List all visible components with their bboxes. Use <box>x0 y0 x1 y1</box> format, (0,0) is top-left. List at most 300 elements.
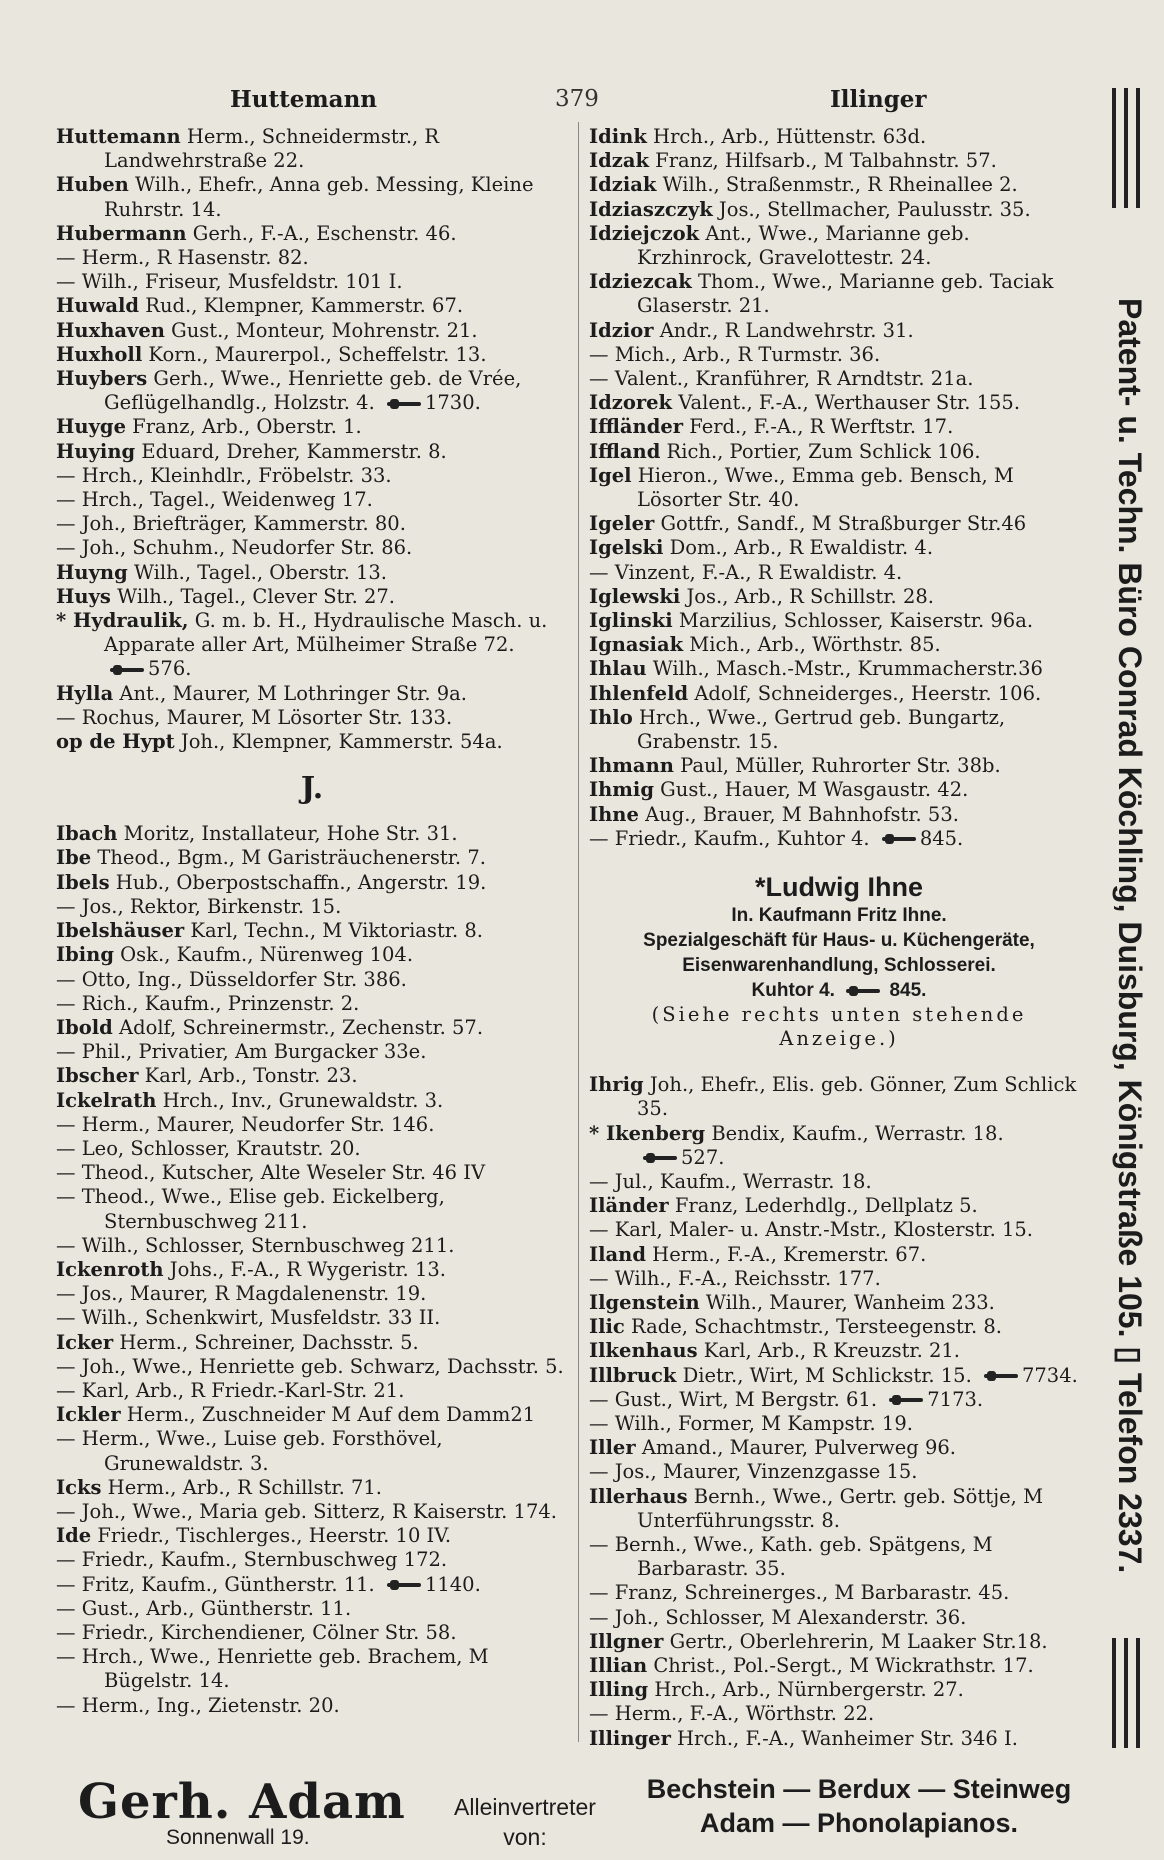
directory-entry <box>56 1137 568 1161</box>
directory-entry <box>56 1548 568 1572</box>
entry-surname: Ihmig <box>589 778 654 802</box>
left-entries-i <box>56 822 568 1718</box>
directory-entry <box>589 1727 1089 1751</box>
directory-entry <box>56 846 568 870</box>
entry-details: — Joh., Schlosser, M Alexanderstr. 36. <box>589 1605 967 1629</box>
directory-entry <box>589 633 1089 657</box>
entry-surname: Iffland <box>589 439 661 463</box>
entry-details: — Wilh., Schlosser, Sternbuschweg 211. <box>56 1233 455 1257</box>
entry-details: — Hrch., Tagel., Weidenweg 17. <box>56 488 373 512</box>
directory-entry <box>56 682 568 706</box>
entry-details: — Joh., Briefträger, Kammerstr. 80. <box>56 512 406 536</box>
entry-details: Wilh., Tagel., Oberstr. 13. <box>127 560 388 584</box>
entry-details: — Fritz, Kaufm., Güntherstr. 11. <box>56 1572 375 1596</box>
directory-entry <box>56 246 568 270</box>
entry-details: — Phil., Privatier, Am Burgacker 33e. <box>56 1040 427 1064</box>
directory-entry <box>589 270 1089 318</box>
entry-details: Hrch., Inv., Grunewaldstr. 3. <box>156 1088 444 1112</box>
directory-entry <box>56 294 568 318</box>
entry-details: — Jos., Maurer, R Magdalenenstr. 19. <box>56 1282 427 1306</box>
entry-details: — Gust., Arb., Güntherstr. 11. <box>56 1596 352 1620</box>
entry-surname: Idziaszczyk <box>589 197 713 221</box>
entry-details: — Hrch., Wwe., Henriette geb. Brachem, M Bügelstr. 14. <box>56 1645 489 1693</box>
entry-surname: Ickler <box>56 1403 121 1427</box>
directory-entry <box>56 1597 568 1621</box>
directory-entry <box>56 895 568 919</box>
directory-entry <box>56 125 568 173</box>
directory-entry <box>56 919 568 943</box>
entry-surname: Ilgenstein <box>589 1290 700 1314</box>
entry-details: Hub., Oberpostschaffn., Angerstr. 19. <box>109 870 487 894</box>
entry-details: Franz, Hilfsarb., M Talbahnstr. 57. <box>648 149 997 173</box>
directory-entry <box>589 1388 1089 1412</box>
entry-details: Hieron., Wwe., Emma geb. Bensch, M Lösorter Str. 40. <box>631 463 1014 512</box>
entry-surname: Ickelrath <box>56 1088 157 1112</box>
directory-entry <box>589 609 1089 633</box>
entry-surname: Iland <box>589 1242 646 1266</box>
directory-entry <box>56 1427 568 1475</box>
entry-details: Dom., Arb., R Ewaldistr. 4. <box>663 536 934 560</box>
entry-details: — Hrch., Kleinhdlr., Fröbelstr. 33. <box>56 463 392 487</box>
entry-details: — Wilh., Friseur, Musfeldstr. 101 I. <box>56 270 403 294</box>
entry-details: Gerh., Wwe., Henriette geb. de Vrée, Geflügelhandlg., Holzstr. 4. <box>104 367 522 415</box>
directory-entry <box>56 1500 568 1524</box>
entry-details: — Herm., Ing., Zietenstr. 20. <box>56 1693 340 1717</box>
directory-entry <box>56 968 568 992</box>
telephone-number: 7173. <box>927 1387 984 1411</box>
entry-surname: Huxholl <box>56 342 143 366</box>
directory-entry <box>589 1533 1089 1581</box>
entry-surname: Huyge <box>56 415 126 439</box>
entry-details: Osk., Kaufm., Nürenweg 104. <box>113 943 414 967</box>
entry-details: — Jos., Maurer, Vinzenzgasse 15. <box>589 1460 918 1484</box>
footer-brands-line-2: Adam — Phonolapianos. <box>699 1808 1019 1838</box>
entry-telephone <box>381 1573 481 1596</box>
ad-street: Kuhtor 4. <box>751 980 835 1002</box>
entry-details: — Gust., Wirt, M Bergstr. 61. <box>589 1387 878 1411</box>
entry-details: Gerh., F.-A., Eschenstr. 46. <box>186 221 457 245</box>
entry-details: — Herm., Wwe., Luise geb. Forsthövel, Grunewaldstr. 3. <box>56 1427 443 1475</box>
entry-details: Moritz, Installateur, Hohe Str. 31. <box>117 822 458 846</box>
entry-details: G. m. b. H., Hydraulische Masch. u. Apparate aller Art, Mülheimer Straße 72. <box>104 609 548 657</box>
left-column <box>56 125 568 1718</box>
entry-surname: Ickenroth <box>56 1257 164 1281</box>
entry-details: — Friedr., Kaufm., Sternbuschweg 172. <box>56 1548 448 1572</box>
directory-entry <box>589 1194 1089 1218</box>
directory-entry <box>56 415 568 439</box>
entry-details: Karl, Arb., Tonstr. 23. <box>138 1064 358 1088</box>
entry-surname: Idink <box>589 125 647 148</box>
entry-details: — Jos., Rektor, Birkenstr. 15. <box>56 894 342 918</box>
directory-entry <box>589 1243 1089 1267</box>
entry-details: Andr., R Landwehrstr. 31. <box>653 318 914 342</box>
telephone-icon <box>984 1371 1018 1381</box>
section-letter: J. <box>300 771 324 807</box>
directory-entry <box>56 343 568 367</box>
sidebar-ad-text: Patent- u. Techn. Büro Conrad Köchling, Duisburg, Königstraße 105. ▯ Telefon 2337. <box>1112 298 1148 1574</box>
entry-surname: Illgner <box>589 1629 664 1653</box>
entry-details: Thom., Wwe., Marianne geb. Taciak Glaserstr. 21. <box>637 270 1054 318</box>
entry-surname: Ilic <box>589 1315 625 1339</box>
entry-details: Gust., Hauer, M Wasgaustr. 42. <box>653 778 969 802</box>
directory-entry <box>56 1016 568 1040</box>
entry-details: Amand., Maurer, Pulverweg 96. <box>635 1436 956 1460</box>
directory-entry <box>56 367 568 415</box>
entry-surname: Huybers <box>56 367 148 391</box>
entry-surname: Huben <box>56 173 129 197</box>
telephone-number: 845. <box>919 826 964 850</box>
sidebar-rule-bottom <box>1112 1638 1140 1748</box>
entry-details: Eduard, Dreher, Kammerstr. 8. <box>135 439 447 463</box>
entry-surname: Iller <box>589 1436 636 1460</box>
entry-surname: Hylla <box>56 681 114 705</box>
directory-entry <box>589 222 1089 270</box>
entry-details: Paul, Müller, Ruhrorter Str. 38b. <box>673 754 1001 778</box>
sidebar-rule-top <box>1112 88 1140 208</box>
entry-details: Hrch., F.-A., Wanheimer Str. 346 I. <box>670 1726 1018 1750</box>
directory-entry <box>56 1282 568 1306</box>
telephone-icon <box>846 986 880 996</box>
directory-entry <box>56 222 568 246</box>
entry-details: — Herm., R Hasenstr. 82. <box>56 246 309 270</box>
footer-brands <box>624 1772 1094 1840</box>
directory-entry <box>56 319 568 343</box>
directory-entry <box>56 1573 568 1597</box>
entry-surname: Iländer <box>589 1194 669 1218</box>
ad-note-line-2: Anzeige.) <box>779 1027 899 1051</box>
entry-details: Herm., Schreiner, Dachsstr. 5. <box>113 1330 419 1354</box>
entry-details: — Herm., F.-A., Wörthstr. 22. <box>589 1702 875 1726</box>
directory-entry <box>56 1403 568 1427</box>
directory-entry <box>589 1412 1089 1436</box>
directory-entry <box>56 1089 568 1113</box>
entry-telephone <box>381 391 481 414</box>
directory-entry <box>589 657 1089 681</box>
entry-surname: Idzior <box>589 318 654 342</box>
directory-entry <box>589 125 1089 149</box>
directory-entry <box>589 149 1089 173</box>
directory-entry <box>589 367 1089 391</box>
entry-details: — Leo, Schlosser, Krautstr. 20. <box>56 1136 361 1160</box>
right-entries-top <box>589 125 1089 851</box>
directory-entry <box>56 561 568 585</box>
directory-entry <box>56 706 568 730</box>
entry-surname: Idziejczok <box>589 221 700 245</box>
entry-details: — Rochus, Maurer, M Lösorter Str. 133. <box>56 705 453 729</box>
entry-surname: Illbruck <box>589 1363 677 1387</box>
footer-rep-line-1: Alleinvertreter <box>454 1794 596 1820</box>
entry-telephone <box>978 1364 1078 1387</box>
entry-surname: Huxhaven <box>56 318 165 342</box>
entry-details: — Theod., Wwe., Elise geb. Eickelberg, Sternbuschweg 211. <box>56 1185 445 1233</box>
entry-details: — Wilh., Former, M Kampstr. 19. <box>589 1411 913 1435</box>
directory-entry <box>56 1621 568 1645</box>
directory-entry <box>589 778 1089 802</box>
directory-entry <box>589 585 1089 609</box>
directory-entry <box>589 706 1089 754</box>
entry-details: Herm., Schneidermstr., R Landwehrstraße 22. <box>104 125 440 173</box>
entry-telephone <box>637 1146 724 1169</box>
entry-details: Marzilius, Schlosser, Kaiserstr. 96a. <box>672 609 1034 633</box>
entry-details: — Wilh., F.-A., Reichsstr. 177. <box>589 1266 881 1290</box>
directory-entry <box>56 943 568 967</box>
column-divider <box>578 122 579 1742</box>
entry-details: Wilh., Masch.-Mstr., Krummacherstr.36 <box>646 657 1043 681</box>
directory-entry <box>589 561 1089 585</box>
entry-details: Adolf, Schneiderges., Heerstr. 106. <box>688 681 1042 705</box>
entry-details: Rich., Portier, Zum Schlick 106. <box>660 439 981 463</box>
entry-details: Christ., Pol.-Sergt., M Wickrathstr. 17. <box>647 1653 1034 1677</box>
telephone-number: 1140. <box>424 1572 481 1596</box>
directory-entry <box>56 488 568 512</box>
entry-details: Hrch., Arb., Nürnbergerstr. 27. <box>648 1678 964 1702</box>
directory-entry <box>589 440 1089 464</box>
directory-entry <box>56 1306 568 1330</box>
entry-details: Ant., Maurer, M Lothringer Str. 9a. <box>113 681 467 705</box>
directory-entry <box>56 1331 568 1355</box>
directory-entry <box>589 1291 1089 1315</box>
directory-entry <box>589 536 1089 560</box>
footer-address: Sonnenwall 19. <box>166 1826 310 1849</box>
left-entries-h <box>56 125 568 754</box>
directory-entry <box>589 343 1089 367</box>
telephone-icon <box>387 399 421 409</box>
directory-entry <box>56 730 568 754</box>
directory-entry <box>589 415 1089 439</box>
entry-surname: Ihrig <box>589 1073 644 1097</box>
entry-surname: Icker <box>56 1330 114 1354</box>
entry-details: Ant., Wwe., Marianne geb. Krzhinrock, Gravelottestr. 24. <box>637 221 970 270</box>
entry-details: — Friedr., Kaufm., Kuhtor 4. <box>589 826 870 850</box>
directory-entry <box>56 1064 568 1088</box>
entry-surname: Idzorek <box>589 391 673 415</box>
ad-business: Eisenwarenhandlung, Schlosserei. <box>682 955 996 977</box>
telephone-icon <box>643 1153 677 1163</box>
entry-surname: Iffländer <box>589 415 684 439</box>
entry-details: Rade, Schachtmstr., Tersteegenstr. 8. <box>624 1315 1002 1339</box>
telephone-icon <box>387 1580 421 1590</box>
entry-surname: Ihne <box>589 802 639 826</box>
directory-entry <box>56 173 568 221</box>
directory-entry <box>56 1524 568 1548</box>
entry-details: Gertr., Oberlehrerin, M Laaker Str.18. <box>663 1629 1048 1653</box>
entry-details: — Theod., Kutscher, Alte Weseler Str. 46 IV <box>56 1161 486 1185</box>
entry-surname: Huyng <box>56 560 128 584</box>
directory-entry <box>589 1678 1089 1702</box>
entry-details: Wilh., Ehefr., Anna geb. Messing, Kleine Ruhrstr. 14. <box>104 173 534 221</box>
entry-details: Ferd., F.-A., R Werftstr. 17. <box>683 415 954 439</box>
entry-details: — Mich., Arb., R Turmstr. 36. <box>589 342 881 366</box>
directory-entry <box>56 464 568 488</box>
entry-details: — Bernh., Wwe., Kath. geb. Spätgens, M Barbarastr. 35. <box>589 1532 993 1581</box>
header-left-word: Huttemann <box>230 86 378 113</box>
entry-details: — Friedr., Kirchendiener, Cölner Str. 58. <box>56 1620 457 1644</box>
entry-details: Karl, Techn., M Viktoriastr. 8. <box>184 919 483 943</box>
directory-entry <box>589 754 1089 778</box>
footer-company-name: Gerh. Adam <box>78 1774 406 1830</box>
entry-surname: Hubermann <box>56 221 187 245</box>
entry-surname: Ibelshäuser <box>56 919 185 943</box>
directory-entry <box>56 585 568 609</box>
entry-details: Jos., Arb., R Schillstr. 28. <box>680 584 934 608</box>
entry-details: Herm., Zuschneider M Auf dem Damm21 <box>120 1403 536 1427</box>
entry-details: — Joh., Wwe., Maria geb. Sitterz, R Kaiserstr. 174. <box>56 1499 557 1523</box>
directory-entry <box>589 512 1089 536</box>
directory-entry <box>589 1170 1089 1194</box>
directory-entry <box>589 827 1089 851</box>
entry-details: — Franz, Schreinerges., M Barbarastr. 45. <box>589 1581 1010 1605</box>
directory-entry <box>56 992 568 1016</box>
entry-surname: Igelski <box>589 536 664 560</box>
ad-note-line-1: (Siehe rechts unten stehende <box>651 1003 1027 1027</box>
entry-surname: Ihlau <box>589 657 647 681</box>
entry-surname: Illinger <box>589 1726 671 1750</box>
entry-details: Joh., Klempner, Kammerstr. 54a. <box>174 730 503 754</box>
entry-details: Gust., Monteur, Mohrenstr. 21. <box>164 318 478 342</box>
entry-details: — Joh., Schuhm., Neudorfer Str. 86. <box>56 536 413 560</box>
directory-entry <box>56 1040 568 1064</box>
directory-entry <box>589 173 1089 197</box>
telephone-icon <box>882 834 916 844</box>
directory-entry <box>589 1339 1089 1363</box>
directory-entry <box>589 1581 1089 1605</box>
entry-details: Herm., F.-A., Kremerstr. 67. <box>645 1242 927 1266</box>
directory-entry <box>56 1185 568 1233</box>
entry-details: Johs., F.-A., R Wygeristr. 13. <box>163 1257 446 1281</box>
entry-details: Adolf, Schreinermstr., Zechenstr. 57. <box>112 1015 484 1039</box>
entry-details: Friedr., Tischlerges., Heerstr. 10 IV. <box>91 1524 452 1548</box>
entry-details: — Karl, Arb., R Friedr.-Karl-Str. 21. <box>56 1378 405 1402</box>
entry-details: Gottfr., Sandf., M Straßburger Str.46 <box>654 512 1027 536</box>
entry-details: Theod., Bgm., M Garisträuchenerstr. 7. <box>91 846 486 870</box>
directory-entry <box>589 1436 1089 1460</box>
ihne-advertisement <box>589 871 1089 1051</box>
entry-surname: Illing <box>589 1678 649 1702</box>
directory-entry <box>56 536 568 560</box>
directory-entry <box>589 803 1089 827</box>
entry-details: — Vinzent, F.-A., R Ewaldistr. 4. <box>589 560 903 584</box>
entry-details: — Herm., Maurer, Neudorfer Str. 146. <box>56 1112 435 1136</box>
ad-specialty: Spezialgeschäft für Haus- u. Küchengeräte, <box>643 930 1035 952</box>
ad-telephone: 845. <box>889 980 927 1002</box>
page-header <box>60 72 1090 116</box>
directory-entry <box>589 1606 1089 1630</box>
footer-rep-line-2: von: <box>503 1824 547 1850</box>
telephone-icon <box>110 665 144 675</box>
ad-owner: In. Kaufmann Fritz Ihne. <box>731 905 947 927</box>
entry-details: Herm., Arb., R Schillstr. 71. <box>101 1475 382 1499</box>
entry-surname: Huttemann <box>56 125 181 148</box>
entry-telephone <box>876 827 963 850</box>
directory-entry <box>56 871 568 895</box>
entry-details: Jos., Stellmacher, Paulusstr. 35. <box>712 197 1031 221</box>
directory-entry <box>589 464 1089 512</box>
sidebar-advertisement <box>1098 88 1154 1748</box>
entry-details: Rud., Klempner, Kammerstr. 67. <box>139 294 464 318</box>
directory-entry <box>56 1694 568 1718</box>
entry-surname: Ibold <box>56 1015 113 1039</box>
entry-details: Franz, Lederhdlg., Dellplatz 5. <box>668 1194 978 1218</box>
ad-title: *Ludwig Ihne <box>755 872 923 903</box>
directory-entry <box>589 1630 1089 1654</box>
directory-entry <box>589 1485 1089 1533</box>
directory-entry <box>56 1355 568 1379</box>
entry-surname: Ibe <box>56 846 92 870</box>
entry-surname: Huys <box>56 584 111 608</box>
entry-details: Hrch., Wwe., Gertrud geb. Bungartz, Grabenstr. 15. <box>632 705 1006 754</box>
entry-surname: Iglewski <box>589 584 681 608</box>
entry-surname: Illian <box>589 1653 648 1677</box>
entry-telephone <box>883 1388 983 1411</box>
directory-entry <box>589 391 1089 415</box>
entry-details: Dietr., Wirt, M Schlickstr. 15. <box>676 1363 972 1387</box>
entry-surname: Icks <box>56 1475 102 1499</box>
entry-surname: Ignasiak <box>589 633 684 657</box>
entry-surname: Ihlenfeld <box>589 681 689 705</box>
directory-entry <box>56 270 568 294</box>
entry-details: Karl, Arb., R Kreuzstr. 21. <box>697 1339 960 1363</box>
entry-surname: Ihlo <box>589 705 633 729</box>
telephone-number: 7734. <box>1021 1363 1078 1387</box>
entry-details: — Jul., Kaufm., Werrastr. 18. <box>589 1169 872 1193</box>
footer-representative <box>440 1792 610 1852</box>
entry-details: — Joh., Wwe., Henriette geb. Schwarz, Dachsstr. 5. <box>56 1354 564 1378</box>
directory-entry <box>589 1122 1089 1170</box>
entry-details: Joh., Ehefr., Elis. geb. Gönner, Zum Schlick 35. <box>637 1073 1077 1121</box>
entry-details: Bernh., Wwe., Gertr. geb. Söttje, M Unterführungsstr. 8. <box>637 1484 1044 1532</box>
directory-entry <box>56 1113 568 1137</box>
entry-surname: Huying <box>56 439 136 463</box>
entry-details: Mich., Arb., Wörthstr. 85. <box>683 633 941 657</box>
entry-details: Wilh., Maurer, Wanheim 233. <box>699 1290 995 1314</box>
directory-entry <box>56 609 568 682</box>
entry-telephone <box>104 657 191 680</box>
directory-entry <box>56 822 568 846</box>
entry-surname: Igel <box>589 463 632 487</box>
entry-details: — Karl, Maler- u. Anstr.-Mstr., Klosterstr. 15. <box>589 1218 1033 1242</box>
entry-surname: Idziak <box>589 173 657 197</box>
telephone-number: 527. <box>681 1145 725 1169</box>
directory-entry <box>589 1267 1089 1291</box>
entry-surname: Illerhaus <box>589 1484 688 1508</box>
directory-entry <box>589 1073 1089 1121</box>
footer-advertisement <box>70 1770 1100 1850</box>
entry-surname: Igeler <box>589 512 655 536</box>
directory-entry <box>56 440 568 464</box>
entry-surname: Huwald <box>56 294 140 318</box>
directory-entry <box>56 1258 568 1282</box>
directory-entry <box>589 1654 1089 1678</box>
right-column <box>589 125 1089 1751</box>
entry-surname: Ibscher <box>56 1064 139 1088</box>
entry-surname: op de Hypt <box>56 730 175 754</box>
directory-entry <box>56 1161 568 1185</box>
directory-entry <box>589 682 1089 706</box>
header-right-word: Illinger <box>830 86 927 113</box>
entry-surname: Idziezcak <box>589 270 692 294</box>
directory-entry <box>589 1702 1089 1726</box>
entry-surname: Ihmann <box>589 754 674 778</box>
entry-surname: Ibach <box>56 822 118 846</box>
directory-entry <box>56 1379 568 1403</box>
page-number: 379 <box>555 86 599 112</box>
right-entries-bottom <box>589 1073 1089 1751</box>
entry-details: — Valent., Kranführer, R Arndtstr. 21a. <box>589 367 974 391</box>
telephone-icon <box>889 1395 923 1405</box>
directory-entry <box>589 1460 1089 1484</box>
entry-surname: Ide <box>56 1524 92 1548</box>
entry-details: — Rich., Kaufm., Prinzenstr. 2. <box>56 991 360 1015</box>
